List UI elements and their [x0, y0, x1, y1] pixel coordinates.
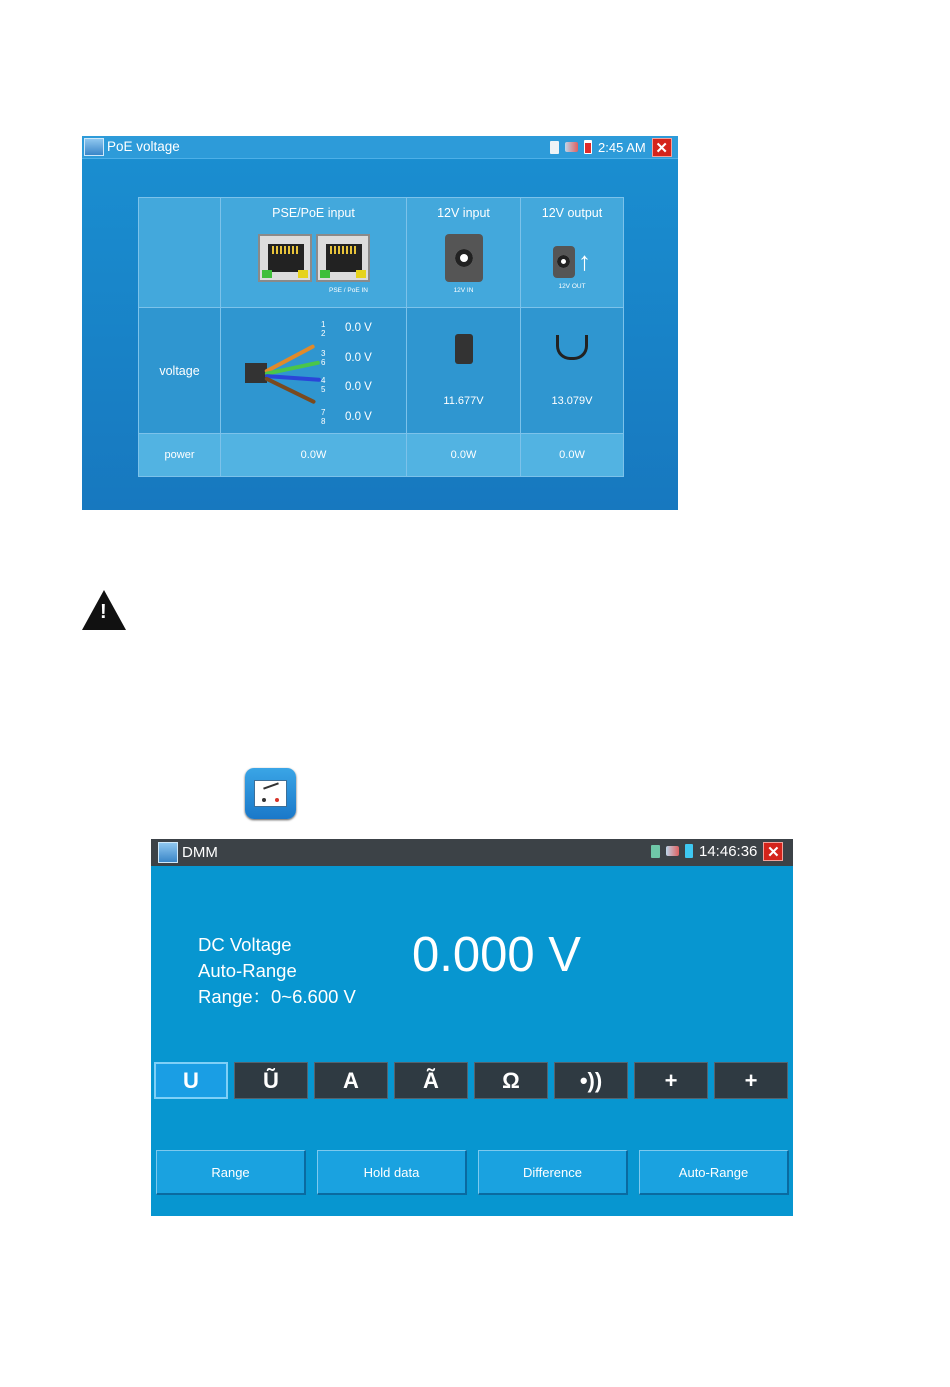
poe-title: PoE voltage — [107, 139, 180, 154]
resistance-mode-button[interactable]: Ω — [474, 1062, 548, 1099]
dmm-titlebar — [151, 839, 793, 866]
battery-charging-icon — [584, 140, 592, 154]
power-row-label: power — [139, 434, 221, 477]
pair-1-voltage: 0.0 V — [345, 322, 372, 334]
wire-pairs-diagram — [221, 308, 406, 433]
difference-button[interactable]: Difference — [478, 1150, 628, 1195]
corner-cell — [139, 198, 221, 308]
action-buttons — [156, 1150, 789, 1195]
poe-voltage-table — [138, 197, 624, 477]
dmm-status-bar — [651, 843, 783, 859]
12v-in-caption: 12V IN — [453, 287, 474, 294]
poe-app-icon — [84, 138, 104, 156]
rj45-port-icon — [316, 234, 370, 282]
12v-out-caption: 12V OUT — [558, 283, 586, 290]
12v-input-voltage: 11.677V — [443, 395, 484, 407]
12v-input-header-cell — [407, 198, 521, 308]
arrow-up-icon: ↑ — [578, 246, 591, 276]
power-adapter-icon — [455, 334, 473, 364]
diode-mode-button[interactable]: + — [634, 1062, 708, 1099]
dc-jack-icon — [553, 246, 575, 278]
auto-range-button[interactable]: Auto-Range — [639, 1150, 789, 1195]
poe-status-bar — [550, 139, 672, 155]
range-value: Range：0~6.600 V — [198, 986, 356, 1007]
pair-2-pins: 3 6 — [321, 349, 326, 367]
mode-selector — [154, 1062, 792, 1099]
rj45-ports — [221, 234, 406, 287]
12v-input-power: 0.0W — [407, 434, 521, 477]
battery-icon — [685, 844, 693, 858]
12v-output-header-cell — [521, 198, 624, 308]
12v-output-voltage: 13.079V — [551, 394, 593, 407]
sd-card-icon — [550, 141, 559, 154]
dmm-close-button[interactable]: ✕ — [763, 842, 783, 861]
pair-1-pins: 1 2 — [321, 320, 326, 338]
rj45-port-icon — [258, 234, 312, 282]
dmm-title: DMM — [182, 844, 218, 861]
pse-column-label: PSE/PoE input — [272, 206, 355, 220]
12v-output-power: 0.0W — [521, 434, 624, 477]
pse-header-cell — [221, 198, 407, 308]
range-mode: Auto-Range — [198, 960, 297, 981]
network-icon — [666, 846, 679, 856]
dc-jack-icon — [445, 234, 483, 282]
pair-3-voltage: 0.0 V — [345, 381, 372, 393]
pair-4-pins: 7 8 — [321, 408, 326, 426]
multimeter-app-icon[interactable] — [245, 768, 296, 819]
voltage-row-label: voltage — [139, 308, 221, 434]
dmm-screen — [151, 839, 793, 1216]
dmm-app-icon — [158, 842, 178, 863]
12v-input-column-label: 12V input — [437, 206, 490, 220]
ac-current-mode-button[interactable]: Ã — [394, 1062, 468, 1099]
12v-output-voltage-cell — [521, 308, 624, 434]
pse-port-caption: PSE / PoE IN — [328, 287, 369, 294]
measurement-mode: DC Voltage — [198, 934, 292, 955]
dc-voltage-mode-button[interactable]: U — [154, 1062, 228, 1099]
pair-3-pins: 4 5 — [321, 376, 326, 394]
poe-close-button[interactable]: ✕ — [652, 138, 672, 157]
range-button[interactable]: Range — [156, 1150, 306, 1195]
ac-voltage-mode-button[interactable]: Ũ — [234, 1062, 308, 1099]
12v-input-voltage-cell — [407, 308, 521, 434]
pair-4-voltage: 0.0 V — [345, 411, 372, 423]
poe-clock: 2:45 AM — [598, 139, 646, 155]
dc-current-mode-button[interactable]: A — [314, 1062, 388, 1099]
reading-display: 0.000 V — [412, 928, 581, 982]
dc-cable-icon — [556, 335, 588, 360]
dmm-clock: 14:46:36 — [699, 842, 758, 860]
12v-output-column-label: 12V output — [541, 206, 603, 220]
meter-panel-icon — [254, 780, 287, 807]
hold-data-button[interactable]: Hold data — [317, 1150, 467, 1195]
poe-voltage-screen — [82, 136, 678, 510]
pair-2-voltage: 0.0 V — [345, 352, 372, 364]
rj45-plug-icon — [245, 363, 267, 383]
pse-power: 0.0W — [221, 434, 407, 477]
sd-card-icon — [651, 845, 660, 858]
continuity-mode-button[interactable]: •)) — [554, 1062, 628, 1099]
warning-exclamation-mark: ! — [100, 601, 107, 623]
capacitance-mode-button[interactable]: + — [714, 1062, 788, 1099]
measurement-info — [198, 932, 356, 1010]
pse-voltage-cell — [221, 308, 407, 434]
network-icon — [565, 142, 578, 152]
poe-titlebar — [82, 136, 678, 159]
